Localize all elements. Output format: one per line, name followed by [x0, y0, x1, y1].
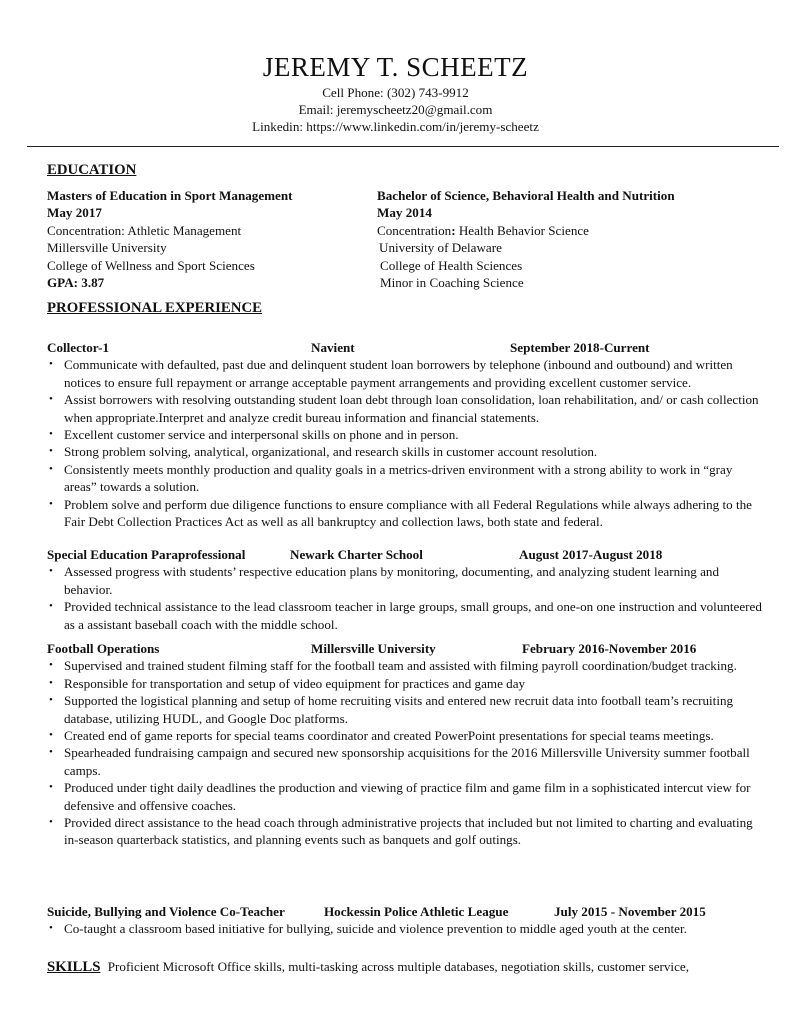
list-item: • Supervised and trained student filming staff for the football team and assisted with filming payroll coordination/budget tracking. [47, 657, 762, 674]
phone-line: Cell Phone: (302) 743-9912 [322, 85, 469, 100]
linkedin-line: Linkedin: https://www.linkedin.com/in/jeremy-scheetz [252, 119, 539, 135]
list-item: • Provided direct assistance to the head coach through administrative projects that included but not limited to charting and evaluating in-season quarterback statistics, and planning events such as banquets and golf outings. [47, 814, 762, 849]
list-item: • Communicate with defaulted, past due and delinquent student loan borrowers by telephone (inbound and outbound) and written notices to ensure full repayment or arrange acceptable payment arrangements and providing excellent customer service. [47, 356, 762, 391]
bachelors-date: May 2014 [377, 205, 432, 221]
masters-date: May 2017 [47, 205, 102, 221]
masters-degree: Masters of Education in Sport Management [47, 188, 293, 203]
job-header [47, 339, 762, 356]
list-item: • Co-taught a classroom based initiative for bullying, suicide and violence prevention to middle aged youth at the center. [47, 920, 762, 937]
job-bullets [47, 920, 762, 937]
bachelors-concentration: Concentration: Health Behavior Science [377, 222, 589, 238]
job-header [47, 546, 762, 563]
list-item: • Supported the logistical planning and setup of home recruiting visits and entered new recruit data into football team’s recruiting database, utilizing HUDL, and Google Doc platforms. [47, 692, 762, 727]
job-bullets [47, 563, 762, 633]
job-organization: Newark Charter School [290, 547, 423, 562]
header-divider [27, 146, 779, 147]
list-item: • Spearheaded fundraising campaign and secured new sponsorship acquisitions for the 2016 Millersville University summer football camps. [47, 744, 762, 779]
list-item: • Problem solve and perform due diligence functions to ensure compliance with all Federal Regulations while always adhering to the Fair Debt Collection Practices Act as well as all bankruptcy and collection laws, both state and federal. [47, 496, 762, 531]
list-item: • Strong problem solving, analytical, organizational, and research skills in customer account resolution. [47, 443, 762, 460]
job-navient [47, 339, 762, 530]
education-masters [47, 187, 387, 291]
list-item: • Assist borrowers with resolving outstanding student loan debt through loan consolidation, loan rehabilitation, and/ or cash collection when appropriate.Interpret and analyze credit bureau information and financial statements. [47, 391, 762, 426]
masters-school: Millersville University [47, 240, 167, 256]
list-item: • Provided technical assistance to the lead classroom teacher in large groups, small groups, and one-on one instruction and volunteered as a assistant baseball coach with the middle school. [47, 598, 762, 633]
list-item: • Responsible for transportation and setup of video equipment for practices and game day [47, 675, 762, 692]
job-dates: September 2018-Current [510, 340, 650, 355]
job-dates: August 2017-August 2018 [519, 547, 663, 562]
masters-concentration: Concentration: Athletic Management [47, 222, 242, 238]
job-millersville [47, 640, 762, 849]
job-header [47, 903, 762, 920]
job-organization: Hockessin Police Athletic League [324, 904, 509, 919]
list-item: • Assessed progress with students’ respective education plans by monitoring, documenting, and analyzing student learning and behavior. [47, 563, 762, 598]
bachelors-school: University of Delaware [379, 240, 502, 256]
job-title: Football Operations [47, 641, 160, 656]
job-dates: February 2016-November 2016 [522, 641, 697, 656]
skills-heading: SKILLS [47, 959, 101, 975]
job-hockessin-pal [47, 903, 762, 938]
job-title: Collector-1 [47, 340, 110, 355]
job-bullets [47, 657, 762, 848]
job-title: Suicide, Bullying and Violence Co-Teacher [47, 904, 285, 919]
job-dates: July 2015 - November 2015 [554, 904, 706, 919]
skills-section [47, 958, 767, 976]
job-organization: Millersville University [311, 641, 436, 656]
bachelors-minor: Minor in Coaching Science [380, 275, 524, 291]
email-line: Email: jeremyscheetz20@gmail.com [298, 102, 493, 118]
candidate-name: JEREMY T. SCHEETZ [262, 52, 529, 82]
education-heading: EDUCATION [47, 162, 137, 178]
experience-heading: PROFESSIONAL EXPERIENCE [47, 300, 263, 316]
job-header [47, 640, 762, 657]
bachelors-college: College of Health Sciences [380, 257, 523, 273]
job-bullets [47, 356, 762, 530]
list-item: • Produced under tight daily deadlines the production and viewing of practice film and game film in a sophisticated intercut view for defensive and offensive coaches. [47, 779, 762, 814]
skills-text: Proficient Microsoft Office skills, multi-tasking across multiple databases, negotiation skills, customer service, [107, 959, 689, 974]
resume-header [0, 52, 791, 136]
bachelors-degree: Bachelor of Science, Behavioral Health and Nutrition [377, 188, 675, 203]
masters-college: College of Wellness and Sport Sciences [47, 257, 255, 273]
education-bachelors [377, 187, 777, 291]
list-item: • Created end of game reports for special teams coordinator and created PowerPoint presentations for special teams meetings. [47, 727, 762, 744]
list-item: • Consistently meets monthly production and quality goals in a metrics-driven environment with a strong ability to work in “gray areas” towards a solution. [47, 461, 762, 496]
list-item: • Excellent customer service and interpersonal skills on phone and in person. [47, 426, 762, 443]
job-newark-charter [47, 546, 762, 633]
job-organization: Navient [311, 340, 355, 355]
job-title: Special Education Paraprofessional [47, 547, 246, 562]
masters-gpa: GPA: 3.87 [47, 275, 105, 291]
